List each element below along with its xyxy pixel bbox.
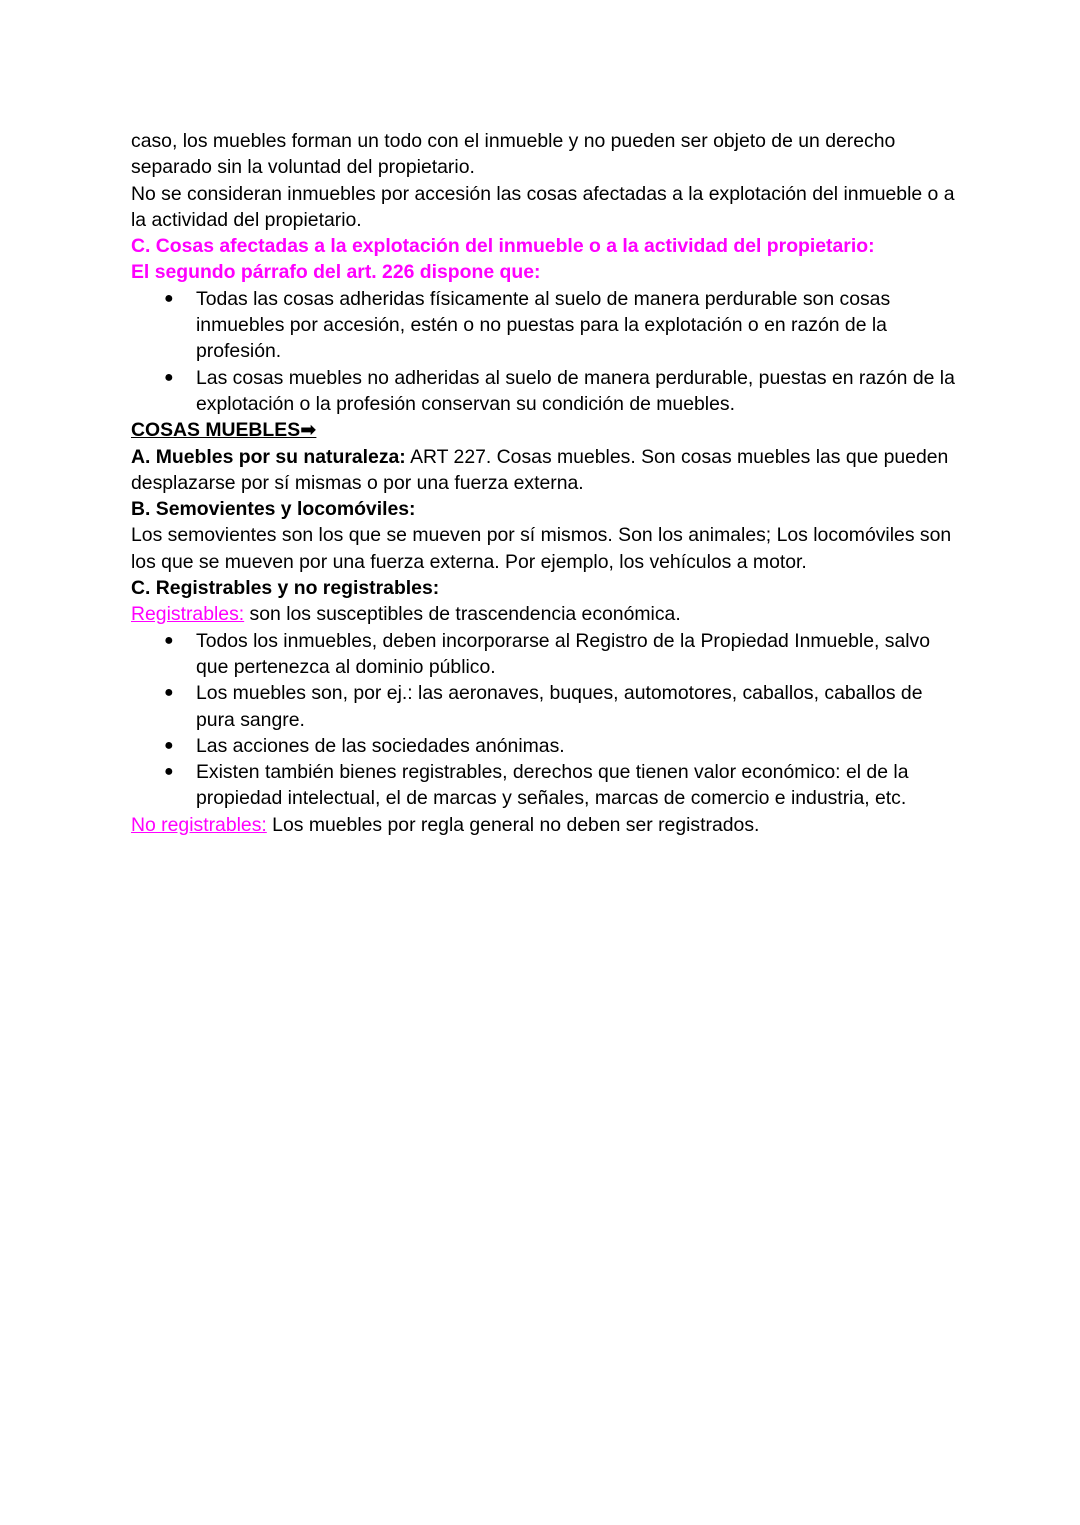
registrables-text: son los susceptibles de trascendencia económica. [244,603,681,626]
list-item-text: Las cosas muebles no adheridas al suelo de manera perdurable, puestas en razón de la explotación o la profesión conservan su condición de muebles. [196,366,955,415]
registrables-heading: C. Registrables y no registrables: [131,577,440,600]
bullet-icon: ● [164,684,174,702]
list-item-text: Existen también bienes registrables, derechos que tienen valor económico: el de la propiedad intelectual, el de marcas y señales, marcas de comercio e industria, etc. [196,761,909,810]
muebles-naturaleza-paragraph [131,444,961,497]
section-c-subheading: El segundo párrafo del art. 226 dispone que: [131,261,541,284]
section-c-bullet-list [131,286,961,417]
no-registrables-text: Los muebles por regla general no deben ser registrados. [266,813,760,836]
list-item-text: Todos los inmuebles, deben incorporarse al Registro de la Propiedad Inmueble, salvo que pertenezca al dominio público. [196,629,931,678]
document-page [131,128,961,838]
list-item [131,365,961,418]
cosas-muebles-title: COSAS MUEBLES➡ [131,419,317,442]
bullet-icon: ● [164,736,174,754]
semovientes-heading: B. Semovientes y locomóviles: [131,498,416,521]
list-item-text: Todas las cosas adheridas físicamente al suelo de manera perdurable son cosas inmuebles por accesión, estén o no puestas para la explotación o en razón de la profesión. [196,287,891,363]
no-registrables-paragraph [131,812,961,838]
list-item-text: Las acciones de las sociedades anónimas. [196,734,565,757]
bullet-icon: ● [164,368,174,386]
list-item [131,733,961,759]
registrables-link[interactable]: Registrables: [131,603,245,626]
semovientes-paragraph: Los semovientes son los que se mueven por sí mismos. Son los animales; Los locomóviles son los que se mueven por una fuerza externa. Por ejemplo, los vehículos a motor. [131,524,952,573]
intro-paragraph-1: caso, los muebles forman un todo con el inmueble y no pueden ser objeto de un derecho separado sin la voluntad del propietario. [131,130,896,179]
registrables-paragraph [131,601,961,627]
intro-paragraph-2: No se consideran inmuebles por accesión las cosas afectadas a la explotación del inmueble o a la actividad del propietario. [131,182,955,231]
list-item [131,286,961,365]
list-item [131,628,961,681]
section-c-heading: C. Cosas afectadas a la explotación del inmueble o a la actividad del propietario: [131,235,875,258]
list-item-text: Los muebles son, por ej.: las aeronaves, buques, automotores, caballos, caballos de pura sangre. [196,682,923,731]
muebles-naturaleza-text: ART 227. Cosas muebles. Son cosas muebles las que pueden desplazarse por sí mismas o por una fuerza externa. [131,445,949,494]
no-registrables-link[interactable]: No registrables: [131,813,267,836]
muebles-naturaleza-label: A. Muebles por su naturaleza: [131,445,406,468]
bullet-icon: ● [164,631,174,649]
bullet-icon: ● [164,763,174,781]
bullet-icon: ● [164,289,174,307]
list-item [131,759,961,812]
registrables-bullet-list [131,628,961,812]
list-item [131,680,961,733]
